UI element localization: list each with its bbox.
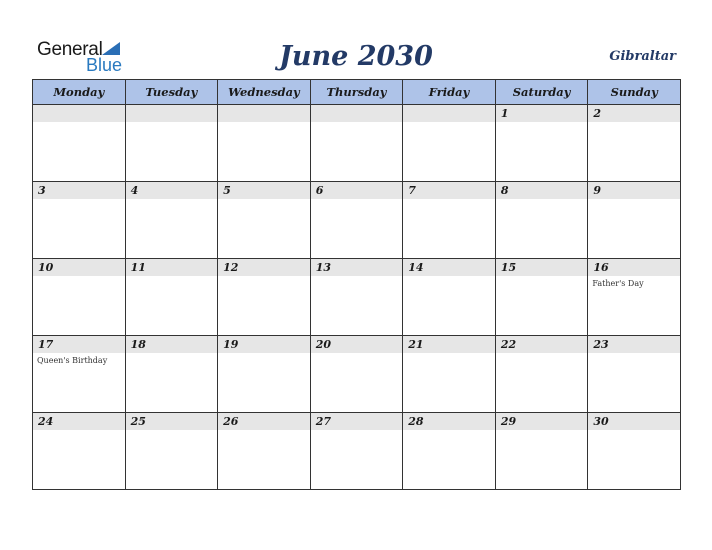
- country-label: Gibraltar: [609, 49, 676, 64]
- holiday-event: Father's Day: [592, 279, 644, 288]
- week-row: [33, 413, 681, 490]
- day-number: 6: [311, 182, 403, 199]
- day-number: 30: [588, 413, 680, 430]
- week-row: [33, 182, 681, 259]
- week-row: [33, 259, 681, 336]
- day-number: 19: [218, 336, 310, 353]
- day-number: 18: [126, 336, 218, 353]
- day-number: 5: [218, 182, 310, 199]
- day-cell: [310, 259, 403, 336]
- day-number: [403, 105, 495, 122]
- weekday-header: Monday: [33, 80, 126, 105]
- day-cell: [588, 182, 681, 259]
- day-cell: [33, 413, 126, 490]
- day-cell: [403, 413, 496, 490]
- logo-text-blue: Blue: [86, 55, 123, 75]
- day-cell: [310, 336, 403, 413]
- day-cell: [310, 413, 403, 490]
- weekday-header-row: [33, 80, 681, 105]
- day-number: 15: [496, 259, 588, 276]
- day-cell: [33, 336, 126, 413]
- day-cell: [403, 105, 496, 182]
- day-number: 24: [33, 413, 125, 430]
- day-number: [126, 105, 218, 122]
- day-cell: [33, 259, 126, 336]
- day-cell: [218, 259, 311, 336]
- day-cell: [125, 182, 218, 259]
- day-number: 1: [496, 105, 588, 122]
- day-cell: [403, 182, 496, 259]
- calendar-title: June 2030: [279, 41, 433, 72]
- day-cell: [495, 413, 588, 490]
- weekday-header: Wednesday: [218, 80, 311, 105]
- logo-text-general: General: [37, 39, 103, 60]
- day-number: 14: [403, 259, 495, 276]
- weekday-header: Thursday: [310, 80, 403, 105]
- week-row: [33, 336, 681, 413]
- day-number: 2: [588, 105, 680, 122]
- day-number: 29: [496, 413, 588, 430]
- day-number: [311, 105, 403, 122]
- day-cell: [125, 105, 218, 182]
- day-number: 13: [311, 259, 403, 276]
- day-cell: [588, 336, 681, 413]
- weekday-header: Saturday: [495, 80, 588, 105]
- day-cell: [33, 105, 126, 182]
- day-cell: [310, 105, 403, 182]
- day-cell: [33, 182, 126, 259]
- weekday-header: Tuesday: [125, 80, 218, 105]
- weeks-body: [33, 105, 681, 490]
- week-row: [33, 105, 681, 182]
- day-number: 25: [126, 413, 218, 430]
- day-number: 23: [588, 336, 680, 353]
- day-cell: [588, 413, 681, 490]
- day-number: 3: [33, 182, 125, 199]
- holiday-event: Queen's Birthday: [37, 356, 108, 365]
- day-number: 26: [218, 413, 310, 430]
- day-cell: [125, 336, 218, 413]
- day-number: 21: [403, 336, 495, 353]
- day-number: 4: [126, 182, 218, 199]
- day-cell: [218, 105, 311, 182]
- day-number: 12: [218, 259, 310, 276]
- weekday-header: Friday: [403, 80, 496, 105]
- day-cell: [588, 105, 681, 182]
- day-cell: [218, 413, 311, 490]
- day-number: 9: [588, 182, 680, 199]
- weekday-header: Sunday: [588, 80, 681, 105]
- day-number: [218, 105, 310, 122]
- day-cell: [310, 182, 403, 259]
- day-cell: [218, 336, 311, 413]
- day-cell: [495, 259, 588, 336]
- day-number: 8: [496, 182, 588, 199]
- day-number: 7: [403, 182, 495, 199]
- day-cell: [125, 413, 218, 490]
- day-cell: [495, 105, 588, 182]
- day-number: 17: [33, 336, 125, 353]
- day-number: 27: [311, 413, 403, 430]
- day-cell: [588, 259, 681, 336]
- day-cell: [125, 259, 218, 336]
- day-cell: [403, 336, 496, 413]
- day-number: [33, 105, 125, 122]
- calendar-grid: [32, 79, 681, 490]
- day-cell: [218, 182, 311, 259]
- day-cell: [495, 182, 588, 259]
- day-number: 22: [496, 336, 588, 353]
- day-number: 20: [311, 336, 403, 353]
- day-number: 11: [126, 259, 218, 276]
- day-cell: [495, 336, 588, 413]
- day-number: 28: [403, 413, 495, 430]
- day-cell: [403, 259, 496, 336]
- day-number: 16: [588, 259, 680, 276]
- day-number: 10: [33, 259, 125, 276]
